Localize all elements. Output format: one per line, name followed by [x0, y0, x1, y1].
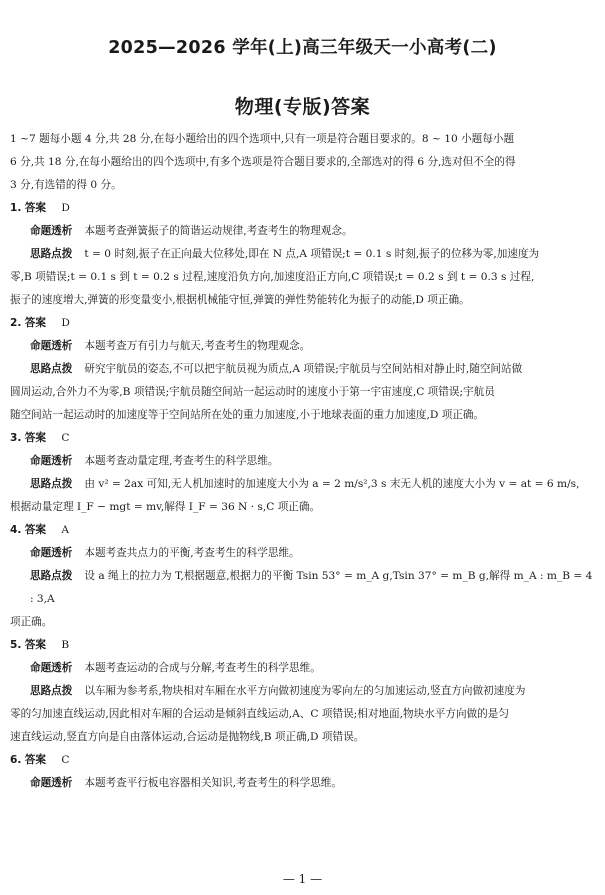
analysis-text: 本题考查弹簧振子的简谐运动规律,考查考生的物理观念。 [84, 225, 353, 237]
intro-paragraph [10, 128, 597, 197]
question-block [10, 519, 597, 634]
hint-text: 研究宇航员的姿态,不可以把宇航员视为质点,A 项错误;宇航员与空间站相对静止时,随空间站做 [84, 363, 523, 375]
hint-label: 思路点拨 [30, 363, 73, 375]
hint-label: 思路点拨 [30, 685, 73, 697]
answer-line [10, 519, 597, 542]
analysis-line [10, 542, 597, 565]
hint-label: 思路点拨 [30, 478, 73, 490]
question-block [10, 197, 597, 312]
answer-label: 答案 [24, 754, 46, 766]
hint-text: 根据动量定理 I_F − mgt = mv,解得 I_F = 36 N · s,C 项正确。 [10, 501, 321, 513]
hint-text: 振子的速度增大,弹簧的形变量变小,根据机械能守恒,弹簧的弹性势能转化为振子的动能,D 项正确。 [10, 294, 470, 306]
analysis-text: 本题考查运动的合成与分解,考查考生的科学思维。 [84, 662, 321, 674]
analysis-line [10, 450, 597, 473]
question-number: 3. [10, 432, 22, 444]
analysis-line [10, 335, 597, 358]
analysis-text: 本题考查万有引力与航天,考查考生的物理观念。 [84, 340, 311, 352]
answer-content [10, 128, 597, 795]
answer-label: 答案 [24, 432, 46, 444]
answer-value: A [61, 524, 69, 536]
answer-value: C [61, 432, 70, 444]
hint-label: 思路点拨 [30, 248, 73, 260]
question-number: 2. [10, 317, 22, 329]
hint-text: 项正确。 [10, 616, 53, 628]
analysis-text: 本题考查平行板电容器相关知识,考查考生的科学思维。 [84, 777, 342, 789]
question-block [10, 749, 597, 795]
analysis-line [10, 220, 597, 243]
question-block [10, 634, 597, 749]
analysis-label: 命题透析 [30, 662, 73, 674]
hint-line [10, 243, 597, 266]
intro-line: 6 分,共 18 分,在每小题给出的四个选项中,有多个选项是符合题目要求的,全部选对的得 6 分,选对但不全的得 [10, 156, 516, 168]
hint-text: 以车厢为参考系,物块相对车厢在水平方向做初速度为零向左的匀加速运动,竖直方向做初速度为 [84, 685, 526, 697]
answer-line [10, 427, 597, 450]
question-block [10, 427, 597, 519]
answer-label: 答案 [24, 524, 46, 536]
answer-value: C [61, 754, 70, 766]
analysis-label: 命题透析 [30, 340, 73, 352]
hint-text: 随空间站一起运动时的加速度等于空间站所在处的重力加速度,小于地球表面的重力加速度,D 项正确。 [10, 409, 485, 421]
analysis-label: 命题透析 [30, 777, 73, 789]
hint-label: 思路点拨 [30, 570, 73, 582]
answer-line [10, 197, 597, 220]
hint-text: 圆周运动,合外力不为零,B 项错误;宇航员随空间站一起运动时的速度小于第一宇宙速度,C 项错误;宇航员 [10, 386, 495, 398]
answer-label: 答案 [24, 202, 46, 214]
hint-line [10, 680, 597, 703]
hint-text: 由 v² = 2ax 可知,无人机加速时的加速度大小为 a = 2 m/s²,3 s 末无人机的速度大小为 v = at = 6 m/s, [84, 478, 580, 490]
analysis-text: 本题考查动量定理,考查考生的科学思维。 [84, 455, 279, 467]
answer-line [10, 634, 597, 657]
question-block [10, 312, 597, 427]
analysis-label: 命题透析 [30, 547, 73, 559]
answer-label: 答案 [24, 639, 46, 651]
answer-value: D [61, 202, 70, 214]
hint-text: 零的匀加速直线运动,因此相对车厢的合运动是倾斜直线运动,A、C 项错误;相对地面,物块水平方向做的是匀 [10, 708, 509, 720]
hint-text: 速直线运动,竖直方向是自由落体运动,合运动是抛物线,B 项正确,D 项错误。 [10, 731, 365, 743]
hint-text: t = 0 时刻,振子在正向最大位移处,即在 N 点,A 项错误;t = 0.1 s 时刻,振子的位移为零,加速度为 [84, 248, 540, 260]
answer-value: D [61, 317, 70, 329]
analysis-label: 命题透析 [30, 455, 73, 467]
answer-value: B [61, 639, 70, 651]
hint-line [10, 358, 597, 381]
page-number: — 1 — [282, 872, 323, 886]
question-number: 1. [10, 202, 22, 214]
question-number: 4. [10, 524, 22, 536]
intro-line: 1 ~7 题每小题 4 分,共 28 分,在每小题给出的四个选项中,只有一项是符合题目要求的。8 ~ 10 小题每小题 [10, 133, 515, 145]
page-title: 2025—2026 学年(上)高三年级天一小高考(二) [108, 38, 497, 58]
answer-line [10, 749, 597, 772]
hint-text: 设 a 绳上的拉力为 T,根据题意,根据力的平衡 Tsin 53° = m_A g,Tsin 37° = m_B g,解得 m_A : m_B = 4 : 3,A [30, 570, 593, 605]
question-number: 5. [10, 639, 22, 651]
intro-line: 3 分,有选错的得 0 分。 [10, 179, 122, 191]
question-number: 6. [10, 754, 22, 766]
hint-line [10, 473, 597, 496]
analysis-text: 本题考查共点力的平衡,考查考生的科学思维。 [84, 547, 300, 559]
answer-label: 答案 [24, 317, 46, 329]
analysis-label: 命题透析 [30, 225, 73, 237]
hint-text: 零,B 项错误;t = 0.1 s 到 t = 0.2 s 过程,速度沿负方向,加速度沿正方向,C 项错误;t = 0.2 s 到 t = 0.3 s 过程, [10, 271, 535, 283]
analysis-line [10, 772, 597, 795]
hint-line [10, 565, 597, 611]
answer-line [10, 312, 597, 335]
page-subtitle: 物理(专版)答案 [234, 96, 371, 118]
analysis-line [10, 657, 597, 680]
